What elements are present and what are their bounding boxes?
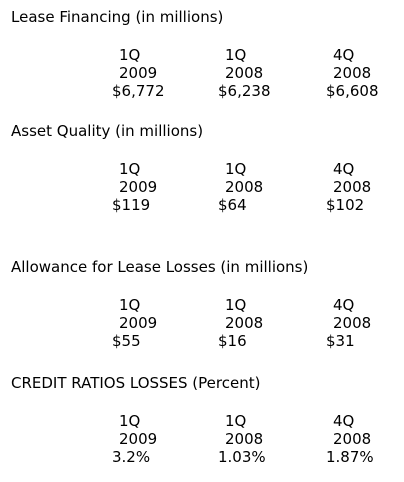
- section-title: CREDIT RATIOS LOSSES (Percent): [11, 374, 261, 392]
- data-column: [112, 412, 157, 466]
- value-label: 3.2%: [112, 448, 151, 466]
- year-label: 2008: [225, 178, 264, 196]
- quarter-label: 1Q: [225, 160, 247, 178]
- year-label: 2008: [225, 64, 264, 82]
- value-label: $6,608: [326, 82, 379, 100]
- data-column: [112, 46, 165, 100]
- data-column: [326, 296, 371, 350]
- quarter-label: 1Q: [119, 46, 141, 64]
- quarter-label: 1Q: [119, 412, 141, 430]
- value-label: $6,238: [218, 82, 271, 100]
- year-label: 2008: [333, 64, 372, 82]
- quarter-label: 1Q: [119, 296, 141, 314]
- year-label: 2009: [119, 64, 158, 82]
- quarter-label: 1Q: [225, 46, 247, 64]
- section-title: Asset Quality (in millions): [11, 122, 204, 140]
- year-label: 2008: [225, 314, 264, 332]
- quarter-label: 4Q: [333, 412, 355, 430]
- data-column: [326, 160, 371, 214]
- quarter-label: 1Q: [225, 296, 247, 314]
- quarter-label: 1Q: [225, 412, 247, 430]
- quarter-label: 4Q: [333, 296, 355, 314]
- data-column: [218, 160, 263, 214]
- value-label: $31: [326, 332, 355, 350]
- data-column: [326, 46, 379, 100]
- year-label: 2008: [333, 314, 372, 332]
- year-label: 2008: [333, 430, 372, 448]
- value-label: $6,772: [112, 82, 165, 100]
- value-label: $102: [326, 196, 365, 214]
- data-column: [326, 412, 374, 466]
- quarter-label: 1Q: [119, 160, 141, 178]
- value-label: $119: [112, 196, 151, 214]
- quarter-label: 4Q: [333, 160, 355, 178]
- year-label: 2008: [333, 178, 372, 196]
- value-label: $16: [218, 332, 247, 350]
- value-label: 1.03%: [218, 448, 266, 466]
- year-label: 2009: [119, 314, 158, 332]
- year-label: 2009: [119, 430, 158, 448]
- data-column: [218, 412, 266, 466]
- quarter-label: 4Q: [333, 46, 355, 64]
- year-label: 2009: [119, 178, 158, 196]
- value-label: 1.87%: [326, 448, 374, 466]
- section-title: Lease Financing (in millions): [11, 8, 224, 26]
- data-column: [112, 296, 157, 350]
- data-column: [218, 296, 263, 350]
- data-column: [218, 46, 271, 100]
- section-title: Allowance for Lease Losses (in millions): [11, 258, 309, 276]
- data-column: [112, 160, 157, 214]
- year-label: 2008: [225, 430, 264, 448]
- value-label: $55: [112, 332, 141, 350]
- value-label: $64: [218, 196, 247, 214]
